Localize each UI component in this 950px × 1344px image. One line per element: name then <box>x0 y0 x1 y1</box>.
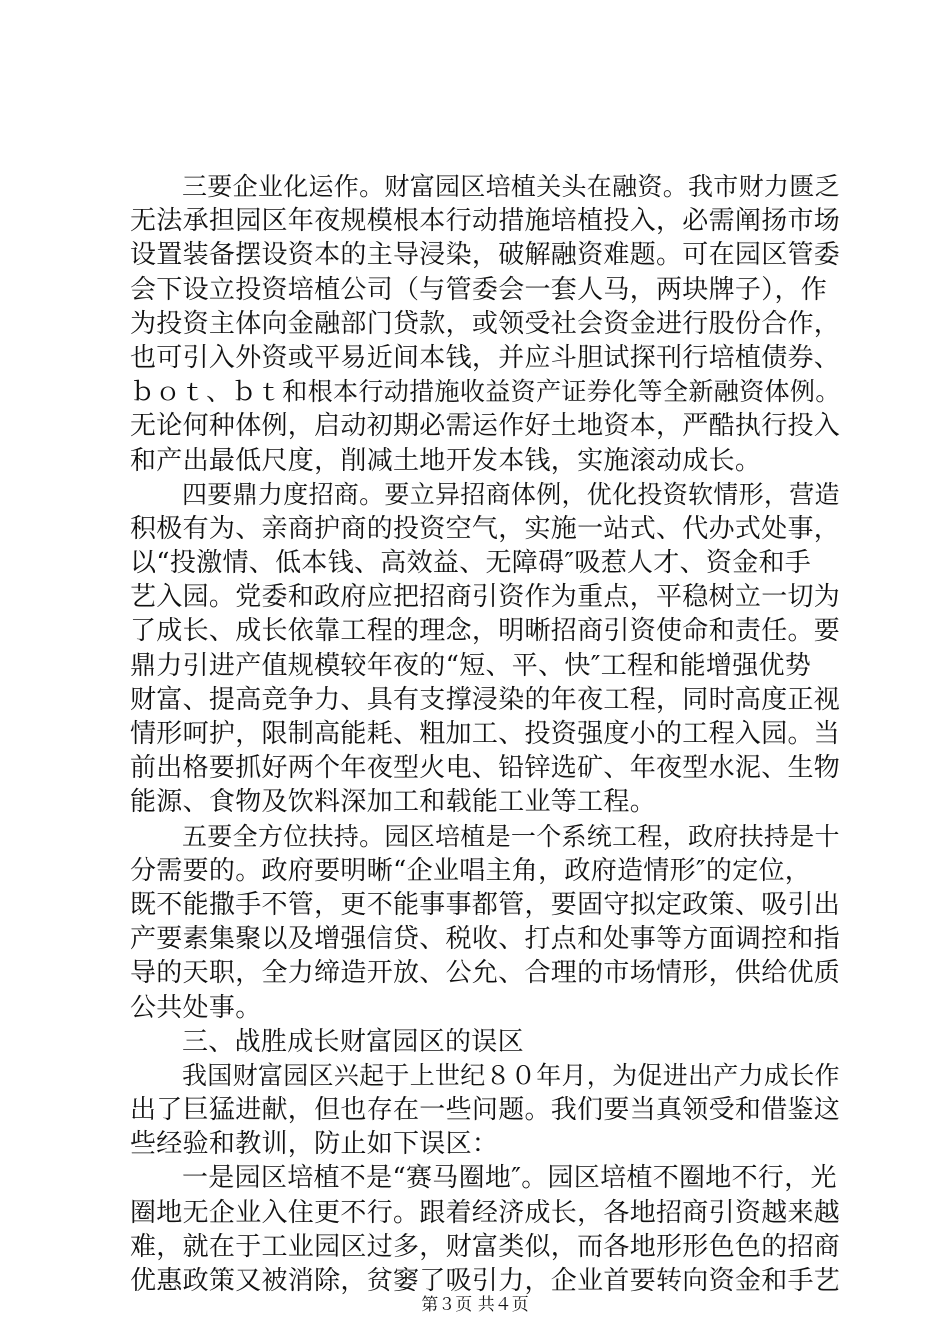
text-line: 五要全方位扶持。园区培植是一个系统工程，政府扶持是十 <box>182 821 840 851</box>
text-line: 了成长、成长依靠工程的理念，明晰招商引资使命和责任。要 <box>130 616 841 647</box>
text-line: 我国财富园区兴起于上世纪８０年月，为促进出产力成长作 <box>182 1060 840 1090</box>
text-line: 四要鼎力度招商。要立异招商体例，优化投资软情形，营造 <box>182 479 840 509</box>
text-line: 能源、食物及饮料深加工和载能工业等工程。 <box>130 787 657 818</box>
text-line: 三要企业化运作。财富园区培植关头在融资。我市财力匮乏 <box>182 172 840 201</box>
text-line: 既不能撒手不管，更不能事事都管，要固守拟定政策、吸引出 <box>130 889 841 920</box>
text-line: ｂｏｔ、ｂｔ和根本行动措施收益资产证券化等全新融资体例。 <box>130 377 841 407</box>
body-text <box>130 170 840 1298</box>
text-line: 出了巨猛进献，但也存在一些问题。我们要当真领受和借鉴这 <box>130 1095 841 1126</box>
text-line: 设置装备摆设资本的主导浸染，破解融资难题。可在园区管委 <box>130 240 841 271</box>
text-line: 一是园区培植不是“赛马圈地″。园区培植不圈地不行，光 <box>182 1163 837 1194</box>
text-line: 导的天职，全力缔造开放、公允、合理的市场情形，供给优质 <box>130 958 841 989</box>
text-line: 优惠政策又被消除，贫窭了吸引力，企业首要转向资金和手艺 <box>130 1266 841 1296</box>
text-line: 产要素集聚以及增强信贷、税收、打点和处事等方面调控和指 <box>130 924 841 955</box>
text-line: 以“投激情、低本钱、高效益、无障碍″吸惹人才、资金和手 <box>130 548 812 579</box>
text-line: 难，就在于工业园区过多，财富类似，而各地形形色色的招商 <box>130 1231 841 1262</box>
text-line: 圈地无企业入住更不行。跟着经济成长，各地招商引资越来越 <box>130 1197 841 1228</box>
text-line: 些经验和教训，防止如下误区： <box>130 1129 499 1160</box>
text-line: 积极有为、亲商护商的投资空气，实施一站式、代办式处事， <box>130 513 841 544</box>
text-line: 为投资主体向金融部门贷款，或领受社会资金进行股份合作， <box>130 308 841 339</box>
page-footer: 第３页 共４页 <box>421 1295 529 1315</box>
text-line: 情形呵护，限制高能耗、粗加工、投资强度小的工程入园。当 <box>130 719 841 749</box>
text-line: 前出格要抓好两个年夜型火电、铅锌选矿、年夜型水泥、生物 <box>130 753 841 784</box>
text-line: 鼎力引进产值规模较年夜的“短、平、快″工程和能增强优势 <box>130 650 812 681</box>
text-line: 无法承担园区年夜规模根本行动措施培植投入，必需阐扬市场 <box>130 206 841 237</box>
text-line: 财富、提高竞争力、具有支撑浸染的年夜工程，同时高度正视 <box>130 684 841 715</box>
text-line: 无论何种体例，启动初期必需运作好土地资本，严酷执行投入 <box>130 411 841 442</box>
text-line: 也可引入外资或平易近间本钱，并应斗胆试探刊行培植债券、 <box>130 342 841 373</box>
text-line: 艺入园。党委和政府应把招商引资作为重点，平稳树立一切为 <box>130 582 841 613</box>
text-line: 会下设立投资培植公司（与管委会一套人马，两块牌子），作 <box>130 274 828 305</box>
text-line: 和产出最低尺度，削减土地开发本钱，实施滚动成长。 <box>130 445 762 476</box>
text-line: 公共处事。 <box>130 992 262 1023</box>
text-line: 分需要的。政府要明晰“企业唱主角，政府造情形″的定位， <box>130 855 812 886</box>
text-line: 三、战胜成长财富园区的误区 <box>182 1026 524 1057</box>
